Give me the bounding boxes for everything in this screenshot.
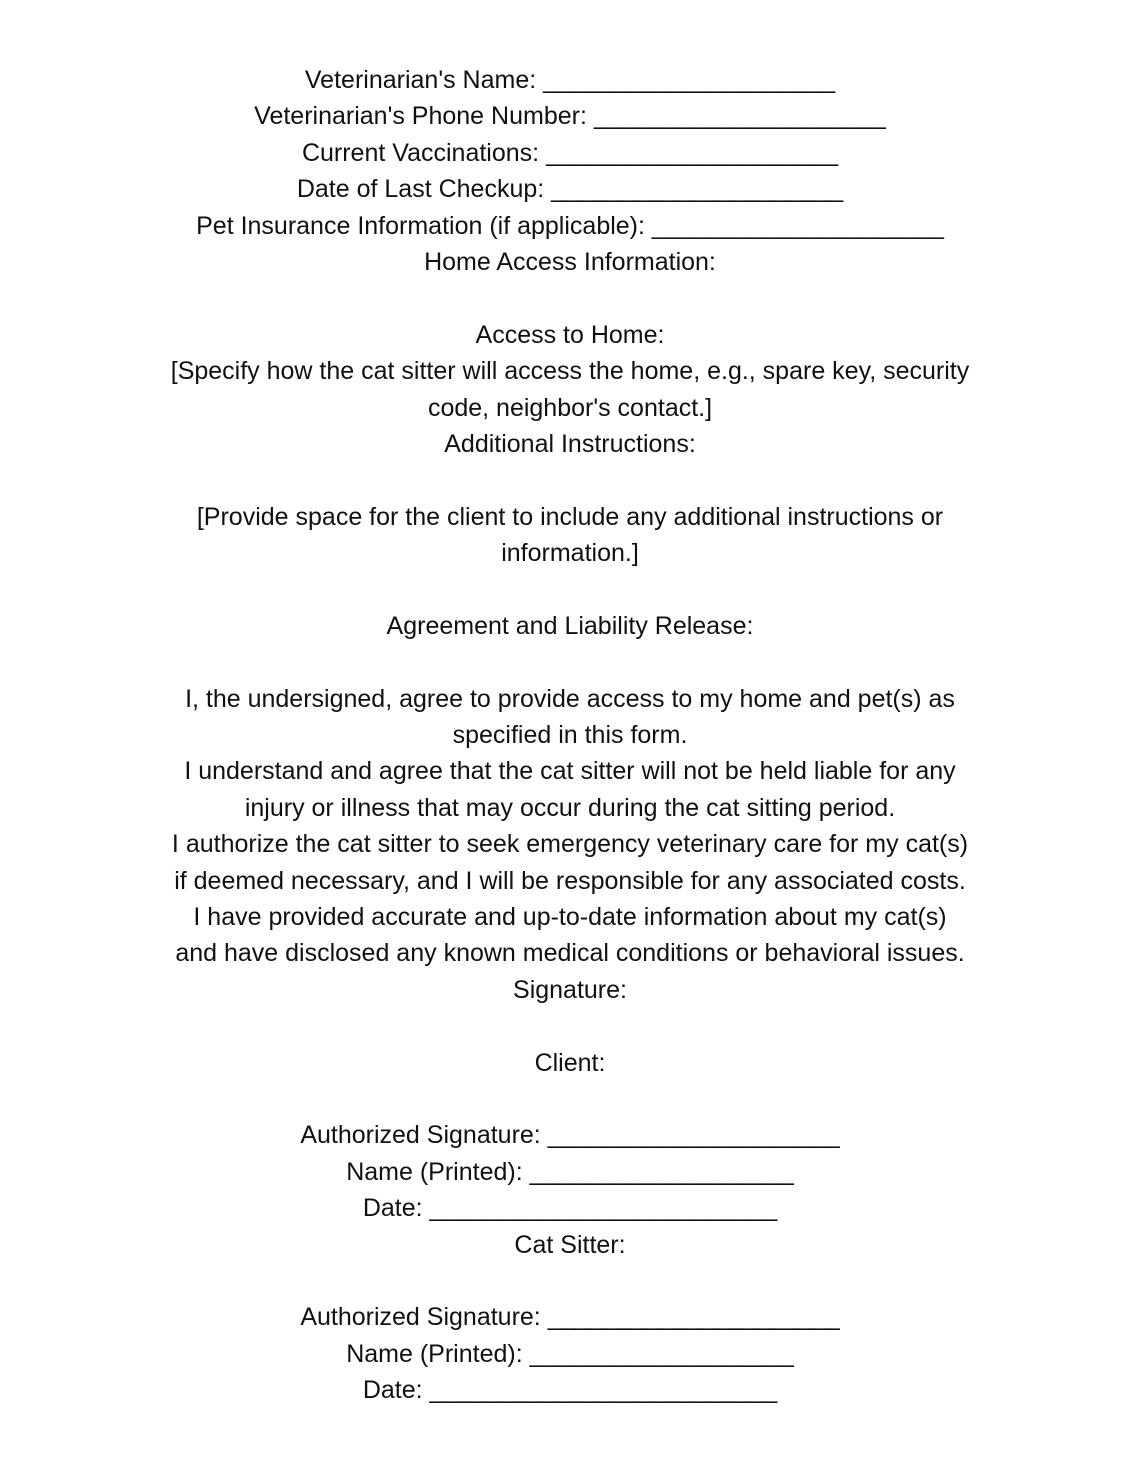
- client-name-label: Name (Printed):: [346, 1157, 523, 1186]
- agreement-heading: Agreement and Liability Release:: [386, 611, 754, 640]
- client-signature-label: Authorized Signature:: [300, 1121, 541, 1150]
- vaccinations-label: Current Vaccinations:: [301, 138, 540, 167]
- client-signature-field[interactable]: _____________________: [547, 1121, 840, 1150]
- spacer: [0, 280, 1140, 316]
- vet-name-row: [0, 62, 1140, 98]
- vaccinations-row: [0, 135, 1140, 171]
- agreement-clause-line: I understand and agree that the cat sitter will not be held liable for any: [184, 757, 956, 786]
- sitter-signature-label: Authorized Signature:: [300, 1303, 541, 1332]
- sitter-date-label: Date:: [362, 1376, 423, 1405]
- spacer: [0, 644, 1140, 680]
- agreement-clause-line: and have disclosed any known medical conditions or behavioral issues.: [175, 939, 965, 968]
- additional-instructions-line: [Provide space for the client to include any additional instructions or: [196, 502, 944, 531]
- cat-sitter-heading: Cat Sitter:: [514, 1230, 626, 1259]
- insurance-row: [0, 208, 1140, 244]
- additional-instructions-heading: Additional Instructions:: [444, 429, 696, 458]
- agreement-clause-line: specified in this form.: [452, 721, 688, 750]
- sitter-signature-field[interactable]: _____________________: [547, 1303, 840, 1332]
- agreement-clause-line: if deemed necessary, and I will be responsible for any associated costs.: [174, 866, 966, 895]
- agreement-clause-line: I authorize the cat sitter to seek emergency veterinary care for my cat(s): [171, 830, 969, 859]
- client-name-field[interactable]: ___________________: [529, 1157, 794, 1186]
- agreement-clause-line: I, the undersigned, agree to provide access to my home and pet(s) as: [185, 684, 955, 713]
- spacer: [0, 1008, 1140, 1044]
- access-to-home-heading: Access to Home:: [475, 320, 665, 349]
- sitter-name-label: Name (Printed):: [346, 1339, 523, 1368]
- insurance-label: Pet Insurance Information (if applicable):: [196, 211, 645, 240]
- spacer: [0, 571, 1140, 607]
- sitter-name-row: [0, 1336, 1140, 1372]
- access-instructions-line: [Specify how the cat sitter will access the home, e.g., spare key, security: [170, 357, 970, 386]
- last-checkup-label: Date of Last Checkup:: [296, 175, 545, 204]
- client-signature-row: [0, 1117, 1140, 1153]
- agreement-clause-line: I have provided accurate and up-to-date information about my cat(s): [193, 902, 947, 931]
- vet-name-label: Veterinarian's Name:: [304, 66, 537, 94]
- insurance-field[interactable]: _____________________: [651, 211, 944, 240]
- last-checkup-row: [0, 171, 1140, 207]
- vet-phone-field[interactable]: _____________________: [593, 102, 886, 131]
- sitter-date-row: [0, 1372, 1140, 1408]
- client-date-row: [0, 1190, 1140, 1226]
- cat-sitting-form-page: [0, 62, 1140, 1408]
- sitter-name-field[interactable]: ___________________: [529, 1339, 794, 1368]
- spacer: [0, 462, 1140, 498]
- sitter-signature-row: [0, 1299, 1140, 1335]
- vaccinations-field[interactable]: _____________________: [546, 138, 839, 167]
- spacer: [0, 1081, 1140, 1117]
- access-instructions-line: code, neighbor's contact.]: [427, 393, 713, 422]
- client-date-label: Date:: [362, 1194, 423, 1223]
- spacer: [0, 1263, 1140, 1299]
- home-access-heading: Home Access Information:: [424, 247, 716, 276]
- client-heading: Client:: [534, 1048, 606, 1077]
- client-name-row: [0, 1154, 1140, 1190]
- additional-instructions-line: information.]: [501, 539, 639, 568]
- vet-phone-label: Veterinarian's Phone Number:: [254, 102, 587, 131]
- client-date-field[interactable]: _________________________: [429, 1194, 778, 1223]
- signature-heading: Signature:: [513, 975, 627, 1004]
- vet-phone-row: [0, 98, 1140, 134]
- sitter-date-field[interactable]: _________________________: [429, 1376, 778, 1405]
- last-checkup-field[interactable]: _____________________: [551, 175, 844, 204]
- agreement-clause-line: injury or illness that may occur during the cat sitting period.: [244, 793, 896, 822]
- vet-name-field[interactable]: _____________________: [543, 66, 836, 94]
